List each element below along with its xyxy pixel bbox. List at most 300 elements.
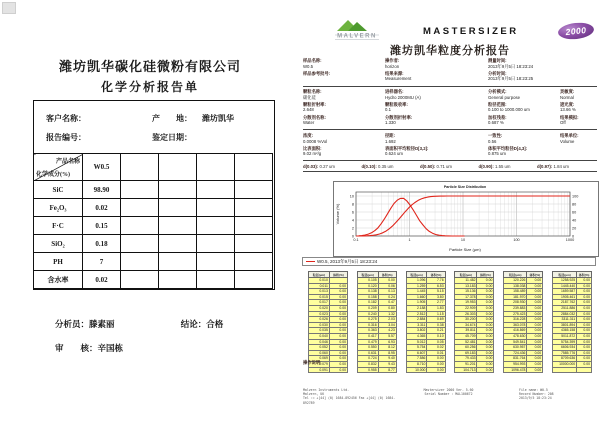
info-label: 遮光度: bbox=[560, 101, 575, 107]
component-name: SiC bbox=[34, 181, 83, 199]
size-cell: 39.811 bbox=[455, 328, 477, 334]
footer-instrument bbox=[400, 388, 497, 405]
divider-rule bbox=[303, 171, 597, 172]
y-left-tick-label: 10 bbox=[349, 194, 354, 199]
empty-cell bbox=[197, 235, 235, 253]
info-label: 分散剂名称: bbox=[303, 114, 326, 120]
size-cell: 10.000 bbox=[406, 367, 427, 373]
mastersizer-report bbox=[300, 0, 600, 424]
info-row bbox=[303, 89, 597, 102]
info-cell bbox=[560, 71, 597, 84]
volume-cell: 0.13 bbox=[378, 289, 396, 295]
volume-cell: 0.00 bbox=[577, 283, 592, 289]
info-value: 0.1 bbox=[385, 107, 391, 113]
size-cell: 0.023 bbox=[309, 311, 330, 317]
component-name: PH bbox=[34, 253, 83, 271]
volume-cell: 0.24 bbox=[378, 294, 396, 300]
empty-cell bbox=[235, 253, 273, 271]
volume-cell: 0.69 bbox=[427, 317, 445, 323]
size-cell: 0.060 bbox=[309, 350, 330, 356]
volume-cell: 0.00 bbox=[329, 305, 347, 311]
volume-cell: 0.47 bbox=[378, 300, 396, 306]
empty-cell bbox=[121, 181, 159, 199]
size-cell: 2.188 bbox=[406, 305, 427, 311]
table-row bbox=[34, 235, 273, 253]
size-cell: 0.832 bbox=[357, 361, 378, 367]
info-cell bbox=[303, 89, 385, 102]
info-cell bbox=[560, 146, 597, 159]
size-cell: 60.256 bbox=[455, 345, 477, 351]
info-value: 0.100 to 1000.000 um bbox=[488, 107, 530, 113]
size-cell: 104.713 bbox=[455, 367, 477, 373]
size-table-header: 粒径(µm) bbox=[552, 272, 576, 278]
footer-line: File name: W0.5 bbox=[519, 388, 548, 392]
info-label: 分析模式: bbox=[488, 89, 507, 95]
size-table-header: 体积(%) bbox=[477, 272, 494, 278]
volume-cell: 0.00 bbox=[477, 367, 494, 373]
size-cell: 630.957 bbox=[504, 345, 527, 351]
size-cell: 13.183 bbox=[455, 283, 477, 289]
size-table-header: 体积(%) bbox=[527, 272, 543, 278]
volume-cell: 8.77 bbox=[378, 367, 396, 373]
conclusion-label: 结论： bbox=[180, 319, 207, 329]
info-cell bbox=[488, 71, 560, 84]
size-table-header: 粒径(µm) bbox=[309, 272, 330, 278]
size-cell: 0.035 bbox=[309, 328, 330, 334]
x-tick-label: 100 bbox=[513, 238, 520, 242]
size-cell: 0.363 bbox=[357, 328, 378, 334]
volume-cell: 5.15 bbox=[427, 289, 445, 295]
info-label: 一致性: bbox=[488, 132, 503, 138]
info-value: 1.692 bbox=[385, 138, 396, 144]
volume-cell: 0.00 bbox=[329, 317, 347, 323]
info-cell bbox=[488, 115, 560, 128]
info-label: 表面积平均粒径D[3,2]: bbox=[385, 145, 429, 151]
size-cell: 316.228 bbox=[504, 317, 527, 323]
volume-cell: 0.00 bbox=[527, 356, 543, 362]
size-cell: 10000.000 bbox=[552, 361, 576, 367]
size-cell: 0.030 bbox=[309, 322, 330, 328]
d-value: d(0.50): 0.71 um bbox=[420, 163, 453, 169]
size-cell: 416.869 bbox=[504, 328, 527, 334]
size-cell: 0.182 bbox=[357, 300, 378, 306]
y-left-tick-label: 4 bbox=[351, 218, 354, 223]
info-value: Volume bbox=[560, 138, 575, 144]
conclusion-value: 合格 bbox=[206, 319, 224, 329]
volume-cell: 0.00 bbox=[577, 311, 592, 317]
volume-cell: 0.06 bbox=[378, 283, 396, 289]
size-cell: 6606.934 bbox=[552, 345, 576, 351]
volume-cell: 0.00 bbox=[577, 328, 592, 334]
volume-cell: 0.80 bbox=[378, 305, 396, 311]
size-table-header: 体积(%) bbox=[378, 272, 396, 278]
info-value: 13.66 % bbox=[560, 107, 576, 113]
component-name: 含水率 bbox=[34, 271, 83, 289]
volume-cell: 0.00 bbox=[527, 300, 543, 306]
info-label: 加权残差: bbox=[488, 114, 507, 120]
volume-cell: 0.00 bbox=[577, 278, 592, 284]
volume-cell: 0.00 bbox=[329, 322, 347, 328]
size-cell bbox=[552, 367, 576, 373]
info-cell bbox=[488, 102, 560, 115]
info-value: 0.56 bbox=[488, 138, 497, 144]
volume-cell: 0.00 bbox=[527, 328, 543, 334]
volume-cell: 0.00 bbox=[477, 328, 494, 334]
size-table-column bbox=[454, 271, 494, 373]
volume-cell: 0.00 bbox=[427, 367, 445, 373]
volume-cell: 0.00 bbox=[329, 339, 347, 345]
empty-cell bbox=[159, 217, 197, 235]
size-cell: 0.052 bbox=[309, 345, 330, 351]
empty-cell bbox=[121, 154, 159, 181]
size-cell: 0.091 bbox=[309, 367, 330, 373]
volume-cell: 0.00 bbox=[577, 339, 592, 345]
table-row bbox=[34, 217, 273, 235]
x-tick-label: 10 bbox=[460, 238, 466, 242]
legend-text: W0.5, 2013年9月5日 18:23:24 bbox=[317, 259, 378, 264]
volume-cell: 0.00 bbox=[477, 305, 494, 311]
volume-cell: 0.01 bbox=[427, 350, 445, 356]
info-cell bbox=[385, 115, 488, 128]
volume-cell: 0.00 bbox=[527, 361, 543, 367]
volume-cell: 0.00 bbox=[477, 294, 494, 300]
info-label: 样品名称: bbox=[303, 58, 322, 63]
volume-cell bbox=[577, 367, 592, 373]
size-cell: 954.993 bbox=[504, 361, 527, 367]
info-row bbox=[303, 133, 597, 146]
volume-cell: 0.00 bbox=[477, 322, 494, 328]
info-row bbox=[303, 146, 597, 159]
size-cell: 8.710 bbox=[406, 361, 427, 367]
volume-cell: 0.00 bbox=[477, 278, 494, 284]
volume-cell: 0.00 bbox=[527, 367, 543, 373]
volume-cell: 1.32 bbox=[378, 311, 396, 317]
empty-cell bbox=[121, 271, 159, 289]
y-axis-label: Volume (%) bbox=[335, 203, 340, 225]
empty-cell bbox=[121, 235, 159, 253]
volume-cell: 0.00 bbox=[527, 294, 543, 300]
info-value: W0.5 bbox=[303, 63, 314, 69]
size-cell: 138.038 bbox=[504, 283, 527, 289]
y-left-tick-label: 2 bbox=[351, 226, 354, 231]
info-cell bbox=[303, 58, 385, 71]
info-label: 浓度: bbox=[303, 132, 314, 138]
info-cell bbox=[303, 133, 385, 146]
empty-cell bbox=[121, 199, 159, 217]
size-cell: 5.754 bbox=[406, 345, 427, 351]
info-cell bbox=[303, 146, 385, 159]
y-right-tick-label: 80 bbox=[572, 202, 577, 207]
size-table-column bbox=[357, 271, 397, 373]
volume-cell: 0.00 bbox=[477, 300, 494, 306]
size-cell: 1.259 bbox=[406, 283, 427, 289]
info-label: 进样器名: bbox=[385, 89, 404, 95]
reviewer-label: 审 核： bbox=[55, 343, 98, 353]
size-cell: 158.489 bbox=[504, 289, 527, 295]
info-label: 颗粒折射率: bbox=[303, 101, 326, 107]
y-left-tick-label: 8 bbox=[351, 202, 354, 207]
size-cell: 2.512 bbox=[406, 311, 427, 317]
size-cell: 3.311 bbox=[406, 322, 427, 328]
info-label: 分析时间: bbox=[488, 70, 507, 76]
component-value: 0.02 bbox=[83, 271, 121, 289]
size-cell: 0.955 bbox=[357, 367, 378, 373]
size-cell: 91.201 bbox=[455, 361, 477, 367]
component-value: 0.02 bbox=[83, 199, 121, 217]
analyst-label: 分析员： bbox=[55, 319, 90, 329]
malvern-logo-icon bbox=[333, 16, 381, 42]
page-footer bbox=[303, 388, 597, 405]
size-class-tables bbox=[308, 271, 592, 373]
empty-cell bbox=[197, 181, 235, 199]
volume-cell: 0.00 bbox=[527, 283, 543, 289]
volume-cell: 0.05 bbox=[427, 339, 445, 345]
reviewer-line bbox=[55, 342, 123, 354]
diagonal-header-cell bbox=[34, 154, 83, 181]
chart-title: Particle Size Distribution bbox=[443, 185, 487, 189]
empty-cell bbox=[197, 199, 235, 217]
legend-line-icon bbox=[306, 261, 315, 262]
volume-cell: 2.77 bbox=[427, 300, 445, 306]
date-label: 鉴定日期： bbox=[152, 133, 192, 142]
volume-cell: 0.00 bbox=[577, 294, 592, 300]
size-cell: 0.631 bbox=[357, 350, 378, 356]
report-meta bbox=[34, 101, 274, 153]
volume-cell: 3.80 bbox=[427, 294, 445, 300]
size-cell: 1258.925 bbox=[552, 278, 576, 284]
volume-cell: 8.12 bbox=[378, 345, 396, 351]
volume-cell: 0.00 bbox=[527, 317, 543, 323]
info-value: 1.330 bbox=[385, 120, 396, 126]
size-cell: 0.550 bbox=[357, 345, 378, 351]
d-value: d(0.97): 1.84 um bbox=[537, 163, 570, 169]
size-cell: 478.630 bbox=[504, 333, 527, 339]
mastersizer-2000-badge-icon: 2000 bbox=[557, 21, 594, 41]
component-value: 7 bbox=[83, 253, 121, 271]
empty-cell bbox=[197, 217, 235, 235]
size-cell: 4365.158 bbox=[552, 328, 576, 334]
size-cell: 0.010 bbox=[309, 278, 330, 284]
info-cell bbox=[385, 133, 488, 146]
empty-cell bbox=[235, 181, 273, 199]
volume-cell: 0.00 bbox=[329, 350, 347, 356]
info-label: 灵敏度: bbox=[560, 89, 575, 95]
size-cell: 1.445 bbox=[406, 289, 427, 295]
empty-cell bbox=[121, 253, 159, 271]
size-cell: 724.436 bbox=[504, 350, 527, 356]
table-row bbox=[34, 271, 273, 289]
info-cell bbox=[488, 58, 560, 71]
size-cell: 6.607 bbox=[406, 350, 427, 356]
size-cell: 120.226 bbox=[504, 278, 527, 284]
volume-cell: 0.00 bbox=[527, 350, 543, 356]
volume-cell: 0.00 bbox=[329, 289, 347, 295]
info-cell bbox=[303, 102, 385, 115]
info-value: General purpose bbox=[488, 94, 521, 100]
info-label: 比表面积: bbox=[303, 145, 322, 151]
info-value: 2.648 bbox=[303, 107, 314, 113]
info-row bbox=[303, 102, 597, 115]
volume-cell: 0.00 bbox=[329, 333, 347, 339]
empty-cell bbox=[235, 271, 273, 289]
x-tick-label: 0.1 bbox=[353, 238, 359, 242]
volume-cell: 0.00 bbox=[477, 283, 494, 289]
volume-cell: 0.00 bbox=[329, 283, 347, 289]
volume-cell: 0.00 bbox=[427, 356, 445, 362]
volume-cell: 0.00 bbox=[329, 328, 347, 334]
volume-cell: 0.00 bbox=[577, 322, 592, 328]
volume-cell: 0.00 bbox=[527, 289, 543, 295]
volume-cell: 0.00 bbox=[378, 278, 396, 284]
size-cell: 2187.762 bbox=[552, 300, 576, 306]
footer-line: Malvern Instruments Ltd. bbox=[303, 388, 350, 392]
size-table-row bbox=[504, 367, 543, 373]
size-cell: 2884.032 bbox=[552, 311, 576, 317]
size-cell: 831.764 bbox=[504, 356, 527, 362]
divider-rule bbox=[303, 129, 597, 130]
footer-line: Tel := +[44] (0) 1684-892456 Fax +[44] (0) 1684-892789 bbox=[303, 396, 396, 405]
report-no-label: 报告编号： bbox=[46, 133, 86, 142]
empty-cell bbox=[159, 181, 197, 199]
volume-cell: 0.00 bbox=[329, 361, 347, 367]
size-cell: 239.883 bbox=[504, 305, 527, 311]
info-cell bbox=[385, 71, 488, 84]
size-cell: 0.079 bbox=[309, 361, 330, 367]
volume-cell: 1.15 bbox=[427, 311, 445, 317]
volume-cell: 7.76 bbox=[427, 278, 445, 284]
volume-cell: 0.00 bbox=[477, 339, 494, 345]
size-cell: 549.541 bbox=[504, 339, 527, 345]
size-table-header: 粒径(µm) bbox=[504, 272, 527, 278]
size-cell: 0.069 bbox=[309, 356, 330, 362]
size-table-column bbox=[406, 271, 446, 373]
volume-cell: 0.00 bbox=[577, 289, 592, 295]
size-cell: 7585.776 bbox=[552, 350, 576, 356]
volume-cell: 0.00 bbox=[577, 333, 592, 339]
info-value bbox=[303, 76, 385, 82]
empty-cell bbox=[235, 235, 273, 253]
divider-rule bbox=[303, 160, 597, 161]
info-value: Hydro 2000MU (A) bbox=[385, 94, 421, 100]
empty-cell bbox=[159, 253, 197, 271]
size-cell: 0.240 bbox=[357, 311, 378, 317]
component-name: Fe₂O₃ bbox=[34, 199, 83, 217]
mastersizer-wordmark: MASTERSIZER bbox=[423, 26, 519, 37]
size-cell: 0.275 bbox=[357, 317, 378, 323]
size-table-row bbox=[357, 367, 396, 373]
size-table-header: 粒径(µm) bbox=[455, 272, 477, 278]
size-cell: 0.011 bbox=[309, 283, 330, 289]
volume-cell: 0.00 bbox=[329, 356, 347, 362]
empty-cell bbox=[159, 199, 197, 217]
size-table-column bbox=[503, 271, 543, 373]
size-cell: 3801.894 bbox=[552, 322, 576, 328]
size-cell: 208.930 bbox=[504, 300, 527, 306]
volume-cell: 0.00 bbox=[329, 311, 347, 317]
info-label: 颗粒名称: bbox=[303, 89, 322, 95]
size-cell: 2.884 bbox=[406, 317, 427, 323]
size-cell: 22.909 bbox=[455, 305, 477, 311]
component-name: SiO₂ bbox=[34, 235, 83, 253]
footer-line: 2013/9/5 18:23:24 bbox=[519, 396, 552, 401]
footer-line: Serial Number : MAL100672 bbox=[424, 392, 473, 397]
volume-cell: 0.00 bbox=[477, 289, 494, 295]
size-cell: 0.209 bbox=[357, 305, 378, 311]
size-cell: 52.481 bbox=[455, 339, 477, 345]
volume-cell: 6.93 bbox=[378, 339, 396, 345]
volume-cell: 2.03 bbox=[378, 317, 396, 323]
analyst-line bbox=[55, 318, 223, 330]
size-cell: 5.012 bbox=[406, 339, 427, 345]
info-cell bbox=[560, 133, 597, 146]
volume-cell: 0.02 bbox=[427, 345, 445, 351]
size-cell: 275.423 bbox=[504, 311, 527, 317]
size-cell: 45.709 bbox=[455, 333, 477, 339]
empty-cell bbox=[197, 154, 235, 181]
volume-cell: 0.00 bbox=[477, 317, 494, 323]
info-cell bbox=[560, 89, 597, 102]
volume-cell: 0.00 bbox=[329, 367, 347, 373]
empty-cell bbox=[197, 271, 235, 289]
diagonal-bottom-label: 化学成分(%) bbox=[36, 172, 70, 178]
size-cell: 3311.311 bbox=[552, 317, 576, 323]
volume-cell: 0.21 bbox=[427, 328, 445, 334]
info-value: 0.687 % bbox=[488, 120, 504, 126]
volume-cell: 6.53 bbox=[427, 283, 445, 289]
size-cell: 0.316 bbox=[357, 322, 378, 328]
info-cell bbox=[488, 133, 560, 146]
volume-cell: 0.00 bbox=[427, 361, 445, 367]
size-table-header: 体积(%) bbox=[577, 272, 592, 278]
empty-cell bbox=[235, 154, 273, 181]
size-cell: 1659.587 bbox=[552, 289, 576, 295]
chart-legend bbox=[302, 257, 596, 266]
size-cell: 363.078 bbox=[504, 322, 527, 328]
size-table-row bbox=[552, 361, 591, 367]
info-value: 碳化硅 bbox=[303, 94, 316, 100]
volume-cell: 0.00 bbox=[577, 300, 592, 306]
info-cell bbox=[303, 115, 385, 128]
volume-cell: 0.38 bbox=[427, 322, 445, 328]
size-cell: 1445.440 bbox=[552, 283, 576, 289]
size-table-row bbox=[552, 367, 591, 373]
size-cell: 34.674 bbox=[455, 322, 477, 328]
volume-cell: 0.00 bbox=[577, 317, 592, 323]
volume-cell: 0.00 bbox=[527, 333, 543, 339]
size-table-column bbox=[552, 271, 592, 373]
info-cell bbox=[303, 71, 385, 84]
volume-cell: 0.00 bbox=[577, 356, 592, 362]
size-cell: 0.017 bbox=[309, 300, 330, 306]
scan-corner-artifact bbox=[2, 2, 16, 14]
svg-text:MALVERN: MALVERN bbox=[337, 33, 377, 40]
d-value-label: d(0.03): bbox=[303, 163, 320, 169]
size-table-row bbox=[406, 367, 445, 373]
info-label: 操作者: bbox=[385, 58, 400, 63]
size-cell: 0.013 bbox=[309, 289, 330, 295]
d-value-label: d(0.97): bbox=[537, 163, 554, 169]
info-value: Normal bbox=[560, 94, 574, 100]
size-cell: 3.802 bbox=[406, 328, 427, 334]
info-cell bbox=[560, 102, 597, 115]
info-value: 2013年9月5日 18:23:24 bbox=[488, 63, 534, 69]
operator-notes-label: 操作说明: bbox=[303, 360, 322, 365]
size-cell: 0.479 bbox=[357, 339, 378, 345]
volume-cell: 1.83 bbox=[427, 305, 445, 311]
volume-cell: 3.04 bbox=[378, 322, 396, 328]
product-cell: W0.5 bbox=[83, 154, 121, 181]
volume-cell: 0.00 bbox=[527, 305, 543, 311]
